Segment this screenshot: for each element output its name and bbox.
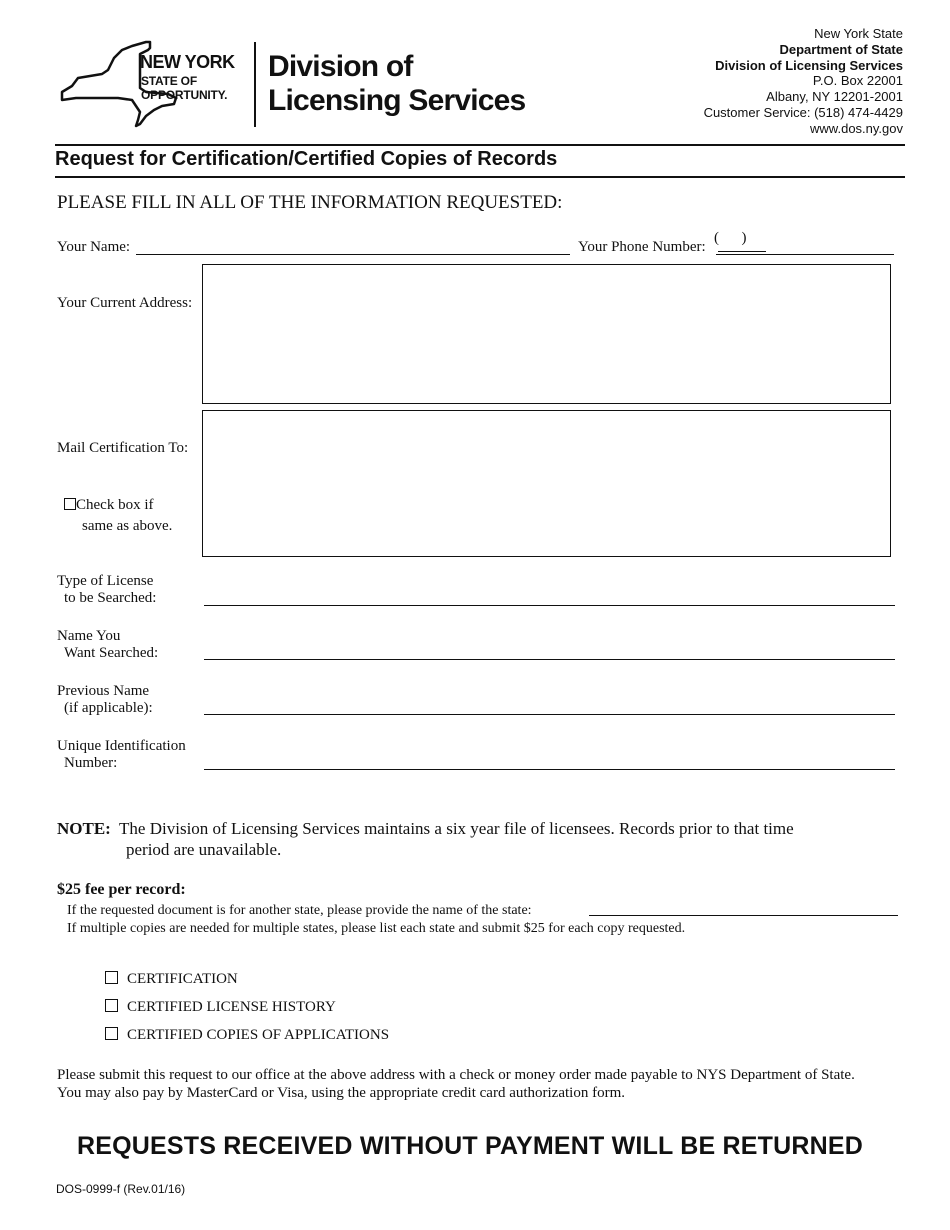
certified-copies-applications-checkbox[interactable] [105,1027,118,1040]
note-line-1 [57,818,887,839]
phone-label: Your Phone Number: [578,239,706,255]
logo-wordmark: NEW YORK [140,52,235,72]
certified-license-history-label: CERTIFIED LICENSE HISTORY [127,999,336,1015]
license-type-label [57,573,156,607]
other-state-field[interactable] [589,915,898,916]
note-label: NOTE: [57,819,111,838]
certification-checkbox[interactable] [105,971,118,984]
contact-department: Department of State [779,41,903,57]
certified-copies-applications-label: CERTIFIED COPIES OF APPLICATIONS [127,1027,390,1043]
contact-po-box: P.O. Box 22001 [812,73,903,89]
logo-tagline-line-1: STATE OF [141,74,197,88]
previous-name-field[interactable] [204,714,895,715]
contact-block [704,26,903,137]
address-box[interactable] [202,264,891,404]
same-as-above [64,497,153,514]
contact-phone: Customer Service: (518) 474-4429 [703,104,903,120]
fee-heading: $25 fee per record: [57,881,186,898]
logo-tagline-line-2: OPPORTUNITY. [141,88,228,102]
logo-tagline [141,74,227,102]
contact-city: Albany, NY 12201-2001 [766,89,903,105]
unique-id-label-2: Number: [64,755,118,771]
logo-divider [254,42,256,127]
name-searched-field[interactable] [204,659,895,660]
mail-to-label: Mail Certification To: [57,440,189,456]
previous-name-label-2: (if applicable): [64,700,153,716]
fee-multiple-states: If multiple copies are needed for multiple states, please list each state and submit $25 for each copy requested. [67,921,686,936]
division-name [268,50,525,118]
certified-license-history-checkbox[interactable] [105,999,118,1012]
same-as-above-label-2: same as above. [82,518,173,534]
fee-state-label: If the requested document is for another state, please provide the name of the state: [67,903,532,918]
submit-line-2: You may also pay by MasterCard or Visa, using the appropriate credit card authorization form. [57,1085,625,1101]
note-text-2: period are unavailable. [126,840,282,859]
license-type-field[interactable] [204,605,895,606]
unique-id-field[interactable] [204,769,895,770]
contact-state: New York State [814,26,903,41]
instructions: PLEASE FILL IN ALL OF THE INFORMATION REQUESTED: [57,192,563,213]
option-certified-license-history[interactable] [105,999,336,1016]
division-name-line-2: Licensing Services [268,84,526,117]
previous-name-label [57,683,153,717]
contact-division: Division of Licensing Services [715,57,903,73]
division-name-line-1: Division of [268,50,413,83]
mail-to-box[interactable] [202,410,891,557]
fee-state-line [67,902,532,919]
submit-line-1: Please submit this request to our office at the above address with a check or money order made payable to NYS Department of State. [57,1067,855,1083]
option-certification[interactable] [105,971,238,988]
form-title: Request for Certification/Certified Copies of Records [55,148,558,170]
name-field[interactable] [136,254,570,255]
license-type-label-2: to be Searched: [64,590,157,606]
unique-id-label [57,738,186,772]
phone-field[interactable] [716,254,894,255]
name-searched-label-2: Want Searched: [64,645,159,661]
name-searched-label-1: Name You [57,628,121,644]
submit-instructions [57,1066,917,1102]
name-label: Your Name: [57,239,131,255]
note [57,818,887,860]
same-as-above-checkbox[interactable] [64,498,76,510]
phone-area-code-parens: ( ) [714,230,747,246]
license-type-label-1: Type of License [57,573,154,589]
contact-website[interactable]: www.dos.ny.gov [810,120,903,136]
name-searched-label [57,628,158,662]
certification-label: CERTIFICATION [127,971,238,987]
previous-name-label-1: Previous Name [57,683,150,699]
option-certified-copies-applications[interactable] [105,1027,389,1044]
address-label: Your Current Address: [57,295,193,311]
note-text-1: The Division of Licensing Services maintains a six year file of licensees. Records prior to that time [119,819,794,838]
payment-warning: REQUESTS RECEIVED WITHOUT PAYMENT WILL BE RETURNED [77,1132,863,1160]
same-as-above-label-1: Check box if [76,497,154,513]
unique-id-label-1: Unique Identification [57,738,186,754]
phone-area-code-line [718,251,766,252]
form-number: DOS-0999-f (Rev.01/16) [56,1182,186,1196]
